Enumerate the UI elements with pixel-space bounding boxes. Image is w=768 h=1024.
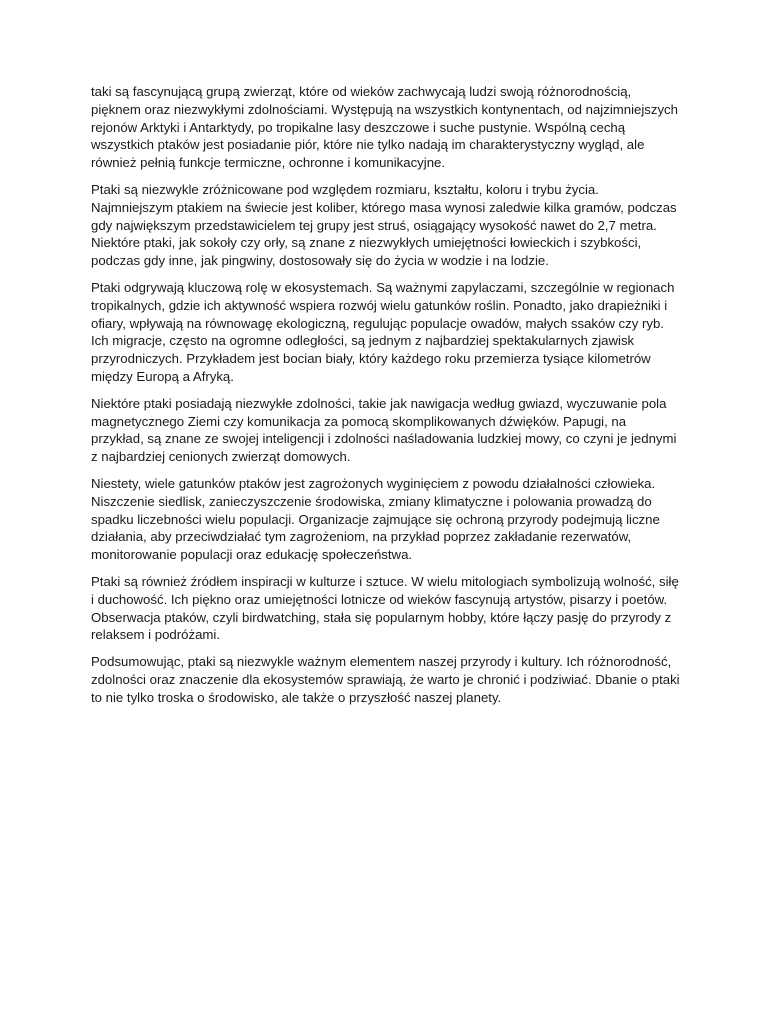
document-body [91,83,681,716]
paragraph-3: Ptaki odgrywają kluczową rolę w ekosystemach. Są ważnymi zapylaczami, szczególnie w regionach tropikalnych, gdzie ich aktywność wspiera rozwój wielu gatunków roślin. Ponadto, jako drapieżniki i ofiary, wpływają na równowagę ekologiczną, regulując populacje owadów, małych ssaków czy ryb. Ich migracje, często na ogromne odległości, są jednym z najbardziej spektakularnych zjawisk przyrodniczych. Przykładem jest bocian biały, który każdego roku przemierza tysiące kilometrów między Europą a Afryką. [91,279,675,384]
paragraph-4: Niektóre ptaki posiadają niezwykłe zdolności, takie jak nawigacja według gwiazd, wyczuwanie pola magnetycznego Ziemi czy komunikacja za pomocą skomplikowanych dźwięków. Papugi, na przykład, są znane ze swojej inteligencji i zdolności naśladowania ludzkiej mowy, co czyni je jednymi z najbardziej cenionych zwierząt domowych. [91,395,677,465]
paragraph-5: Niestety, wiele gatunków ptaków jest zagrożonych wyginięciem z powodu działalności człowieka. Niszczenie siedlisk, zanieczyszczenie środowiska, zmiany klimatyczne i polowania prowadzą do spadku liczebności wielu populacji. Organizacje zajmujące się ochroną przyrody podejmują liczne działania, aby przeciwdziałać tym zagrożeniom, na przykład poprzez zakładanie rezerwatów, monitorowanie populacji oraz edukację społeczeństwa. [91,475,660,563]
paragraph-2: Ptaki są niezwykle zróżnicowane pod względem rozmiaru, kształtu, koloru i trybu życia. Najmniejszym ptakiem na świecie jest koliber, którego masa wynosi zaledwie kilka gramów, podczas gdy największym przedstawicielem tej grupy jest struś, osiągający wysokość nawet do 2,7 metra. Niektóre ptaki, jak sokoły czy orły, są znane z niezwykłych umiejętności łowieckich i szybkości, podczas gdy inne, jak pingwiny, dostosowały się do życia w wodzie i na lodzie. [91,181,677,269]
paragraph-6: Ptaki są również źródłem inspiracji w kulturze i sztuce. W wielu mitologiach symbolizują wolność, siłę i duchowość. Ich piękno oraz umiejętności lotnicze od wieków fascynują artystów, pisarzy i poetów. Obserwacja ptaków, czyli birdwatching, stała się popularnym hobby, które łączy pasję do przyrody z relaksem i podróżami. [91,573,679,643]
paragraph-1: taki są fascynującą grupą zwierząt, które od wieków zachwycają ludzi swoją różnorodnością, pięknem oraz niezwykłymi zdolnościami. Występują na wszystkich kontynentach, od najzimniejszych rejonów Arktyki i Antarktydy, po tropikalne lasy deszczowe i suche pustynie. Wspólną cechą wszystkich ptaków jest posiadanie piór, które nie tylko nadają im charakterystyczny wygląd, ale również pełnią funkcje termiczne, ochronne i komunikacyjne. [91,84,678,171]
paragraph-7: Podsumowując, ptaki są niezwykle ważnym elementem naszej przyrody i kultury. Ich różnorodność, zdolności oraz znaczenie dla ekosystemów sprawiają, że warto je chronić i podziwiać. Dbanie o ptaki to nie tylko troska o środowisko, ale także o przyszłość naszej planety. [91,654,680,705]
